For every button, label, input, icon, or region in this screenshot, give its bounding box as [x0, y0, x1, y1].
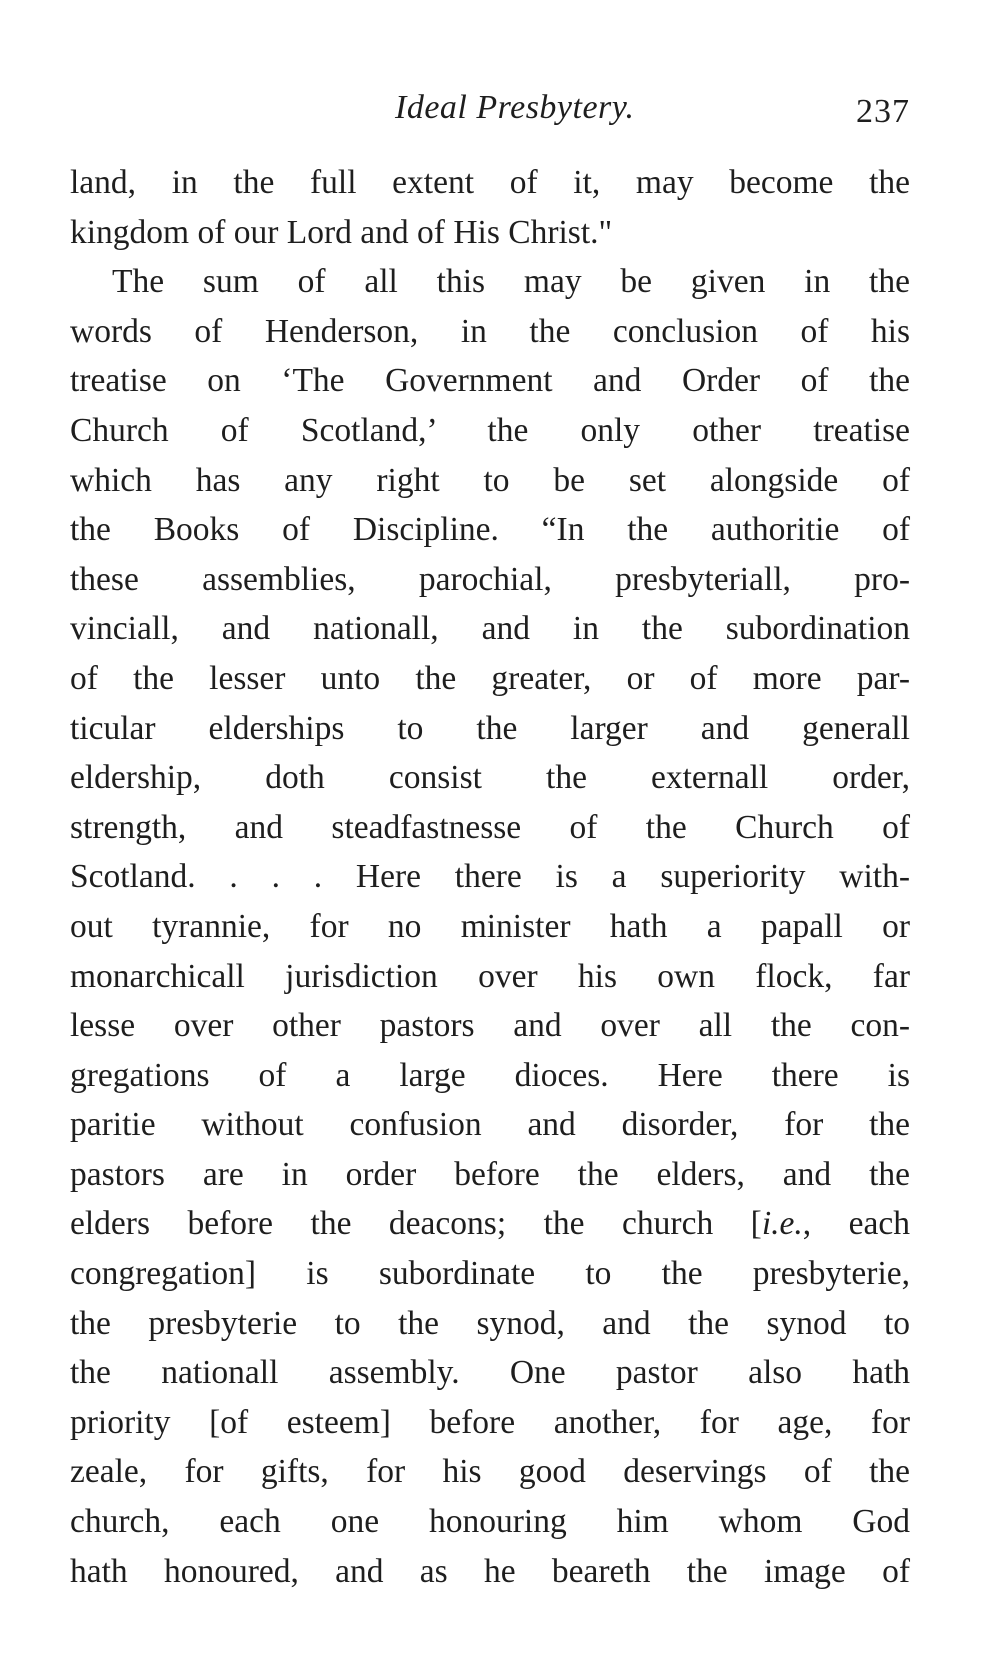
- text-line: The sum of all this may be given in the: [112, 263, 910, 301]
- text-line: paritie without confusion and disorder, for the: [70, 1106, 910, 1144]
- page-number: 237: [856, 93, 910, 130]
- text-line: Scotland. . . . Here there is a superiority with-: [70, 858, 910, 896]
- text-line: priority [of esteem] before another, for age, for: [70, 1403, 910, 1441]
- text-line: of the lesser unto the greater, or of more par-: [70, 659, 910, 697]
- text-line: Church of Scotland,’ the only other treatise: [70, 411, 910, 449]
- text-run: , each: [802, 1205, 911, 1243]
- text-line: the Books of Discipline. “In the authoritie of: [70, 511, 910, 549]
- text-line: which has any right to be set alongside of: [70, 461, 910, 499]
- text-run: elders before the deacons; the church [: [70, 1205, 762, 1243]
- running-title: Ideal Presbytery.: [395, 89, 635, 126]
- italic-abbreviation: i.e.: [761, 1205, 803, 1243]
- body-text: [70, 158, 910, 1596]
- text-line: kingdom of our Lord and of His Christ.": [70, 213, 613, 251]
- text-line: lesse over other pastors and over all the con-: [70, 1007, 910, 1045]
- text-line: these assemblies, parochial, presbyteriall, pro-: [70, 560, 910, 598]
- text-line: monarchicall jurisdiction over his own flock, far: [70, 957, 910, 995]
- text-line: hath honoured, and as he beareth the image of: [70, 1552, 910, 1590]
- text-line: the presbyterie to the synod, and the synod to: [70, 1304, 910, 1342]
- text-line: words of Henderson, in the conclusion of his: [70, 312, 910, 350]
- text-line: ticular elderships to the larger and generall: [70, 709, 910, 747]
- text-line: strength, and steadfastnesse of the Church of: [70, 808, 910, 846]
- running-head: [70, 80, 910, 136]
- text-line: church, each one honouring him whom God: [70, 1503, 910, 1541]
- text-line: land, in the full extent of it, may become the: [70, 164, 910, 201]
- text-line: zeale, for gifts, for his good deservings of the: [70, 1453, 910, 1491]
- text-line: congregation] is subordinate to the presbyterie,: [70, 1255, 910, 1293]
- text-line: out tyrannie, for no minister hath a papall or: [70, 907, 910, 945]
- text-line: pastors are in order before the elders, and the: [70, 1155, 910, 1193]
- text-line: gregations of a large dioces. Here there is: [70, 1056, 910, 1094]
- text-line: vinciall, and nationall, and in the subordination: [70, 610, 910, 648]
- text-line: the nationall assembly. One pastor also hath: [70, 1354, 910, 1392]
- text-line-with-italic: [70, 1199, 910, 1249]
- text-line: eldership, doth consist the externall order,: [70, 759, 910, 797]
- text-line: treatise on ‘The Government and Order of the: [70, 362, 910, 400]
